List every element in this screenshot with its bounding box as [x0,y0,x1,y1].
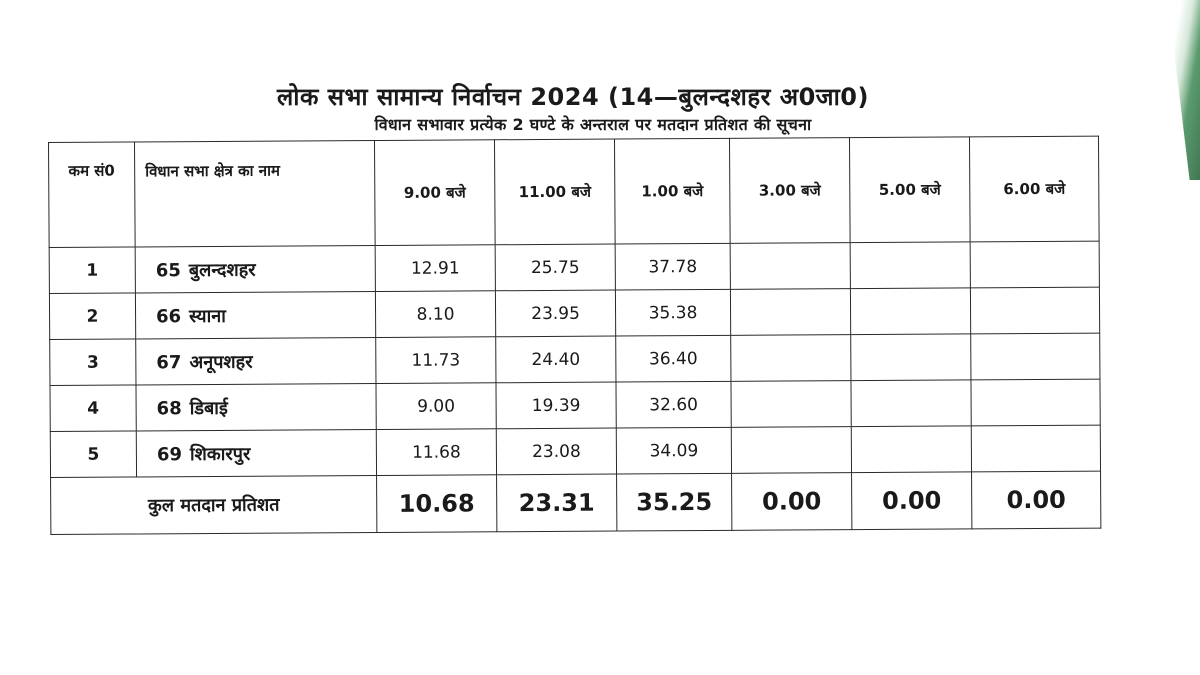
cell-1pm: 32.60 [616,381,731,428]
constituency-name: शिकारपुर [189,443,251,465]
cell-1pm: 35.38 [615,289,730,336]
cell-5pm [850,288,970,335]
constituency-name: अनूपशहर [189,351,253,373]
cell-5pm [851,380,971,427]
time-header-11am: 11.00 बजे [494,139,615,245]
cell-1pm: 34.09 [616,427,731,474]
table-row [50,425,1100,477]
table-row [49,241,1099,293]
turnout-table [48,136,1101,535]
table-row [50,333,1100,385]
cell-5pm [850,242,970,289]
cell-6pm [971,333,1100,380]
total-label: कुल मतदान प्रतिशत [51,475,377,534]
table-row [50,379,1100,431]
row-serial: 1 [49,247,135,294]
cell-3pm [731,381,851,428]
time-header-9am: 9.00 बजे [374,140,495,246]
cell-11am: 25.75 [495,244,615,291]
row-constituency [136,338,376,385]
cell-3pm [730,289,850,336]
document-title: लोक सभा सामान्य निर्वाचन 2024 (14—बुलन्दशहर अ0जा0) [277,83,869,111]
constituency-code: 69 [156,443,183,465]
row-serial: 4 [50,385,136,432]
cell-11am: 23.08 [496,428,616,475]
cell-9am: 12.91 [375,245,495,292]
total-5pm: 0.00 [852,472,972,530]
cell-3pm [730,243,850,290]
total-3pm: 0.00 [732,473,852,531]
cell-9am: 11.68 [376,429,496,476]
time-header-1pm: 1.00 बजे [614,138,730,244]
cell-3pm [731,427,851,474]
row-serial: 3 [50,339,136,386]
cell-11am: 19.39 [496,382,616,429]
cell-1pm: 36.40 [616,335,731,382]
serial-header: कम सं0 [49,142,136,248]
total-row [51,471,1101,534]
cell-6pm [970,287,1099,334]
cell-3pm [731,335,851,382]
row-constituency [136,430,376,477]
table-row [49,287,1099,339]
header-row [49,136,1100,247]
cell-11am: 23.95 [495,290,615,337]
time-header-5pm: 5.00 बजे [849,137,970,243]
total-1pm: 35.25 [617,473,732,531]
row-serial: 2 [49,293,135,340]
cell-9am: 11.73 [376,337,496,384]
constituency-header: विधान सभा क्षेत्र का नाम [135,141,376,247]
constituency-code: 65 [155,259,181,281]
constituency-code: 67 [156,351,182,373]
cell-5pm [851,334,971,381]
poll-document [48,80,1098,535]
time-header-6pm: 6.00 बजे [969,136,1099,242]
document-subtitle: विधान सभावार प्रत्येक 2 घण्टे के अन्तराल पर मतदान प्रतिशत की सूचना [374,115,812,134]
cell-1pm: 37.78 [615,243,730,290]
cell-6pm [970,241,1099,288]
row-constituency [135,292,375,339]
paper-edge-decoration [1148,0,1200,180]
total-6pm: 0.00 [972,471,1101,529]
cell-6pm [971,379,1100,426]
constituency-code: 66 [156,305,182,327]
cell-5pm [851,426,971,473]
row-constituency [135,246,375,293]
cell-9am: 9.00 [376,383,496,430]
constituency-code: 68 [156,397,182,419]
constituency-name: स्याना [189,305,226,327]
cell-11am: 24.40 [496,336,616,383]
cell-9am: 8.10 [375,291,495,338]
cell-6pm [971,425,1100,472]
time-header-3pm: 3.00 बजे [729,138,850,244]
row-serial: 5 [50,431,136,478]
row-constituency [136,384,376,431]
total-9am: 10.68 [377,475,497,533]
constituency-name: डिबाई [189,397,228,419]
total-11am: 23.31 [497,474,617,532]
constituency-name: बुलन्दशहर [188,259,256,281]
